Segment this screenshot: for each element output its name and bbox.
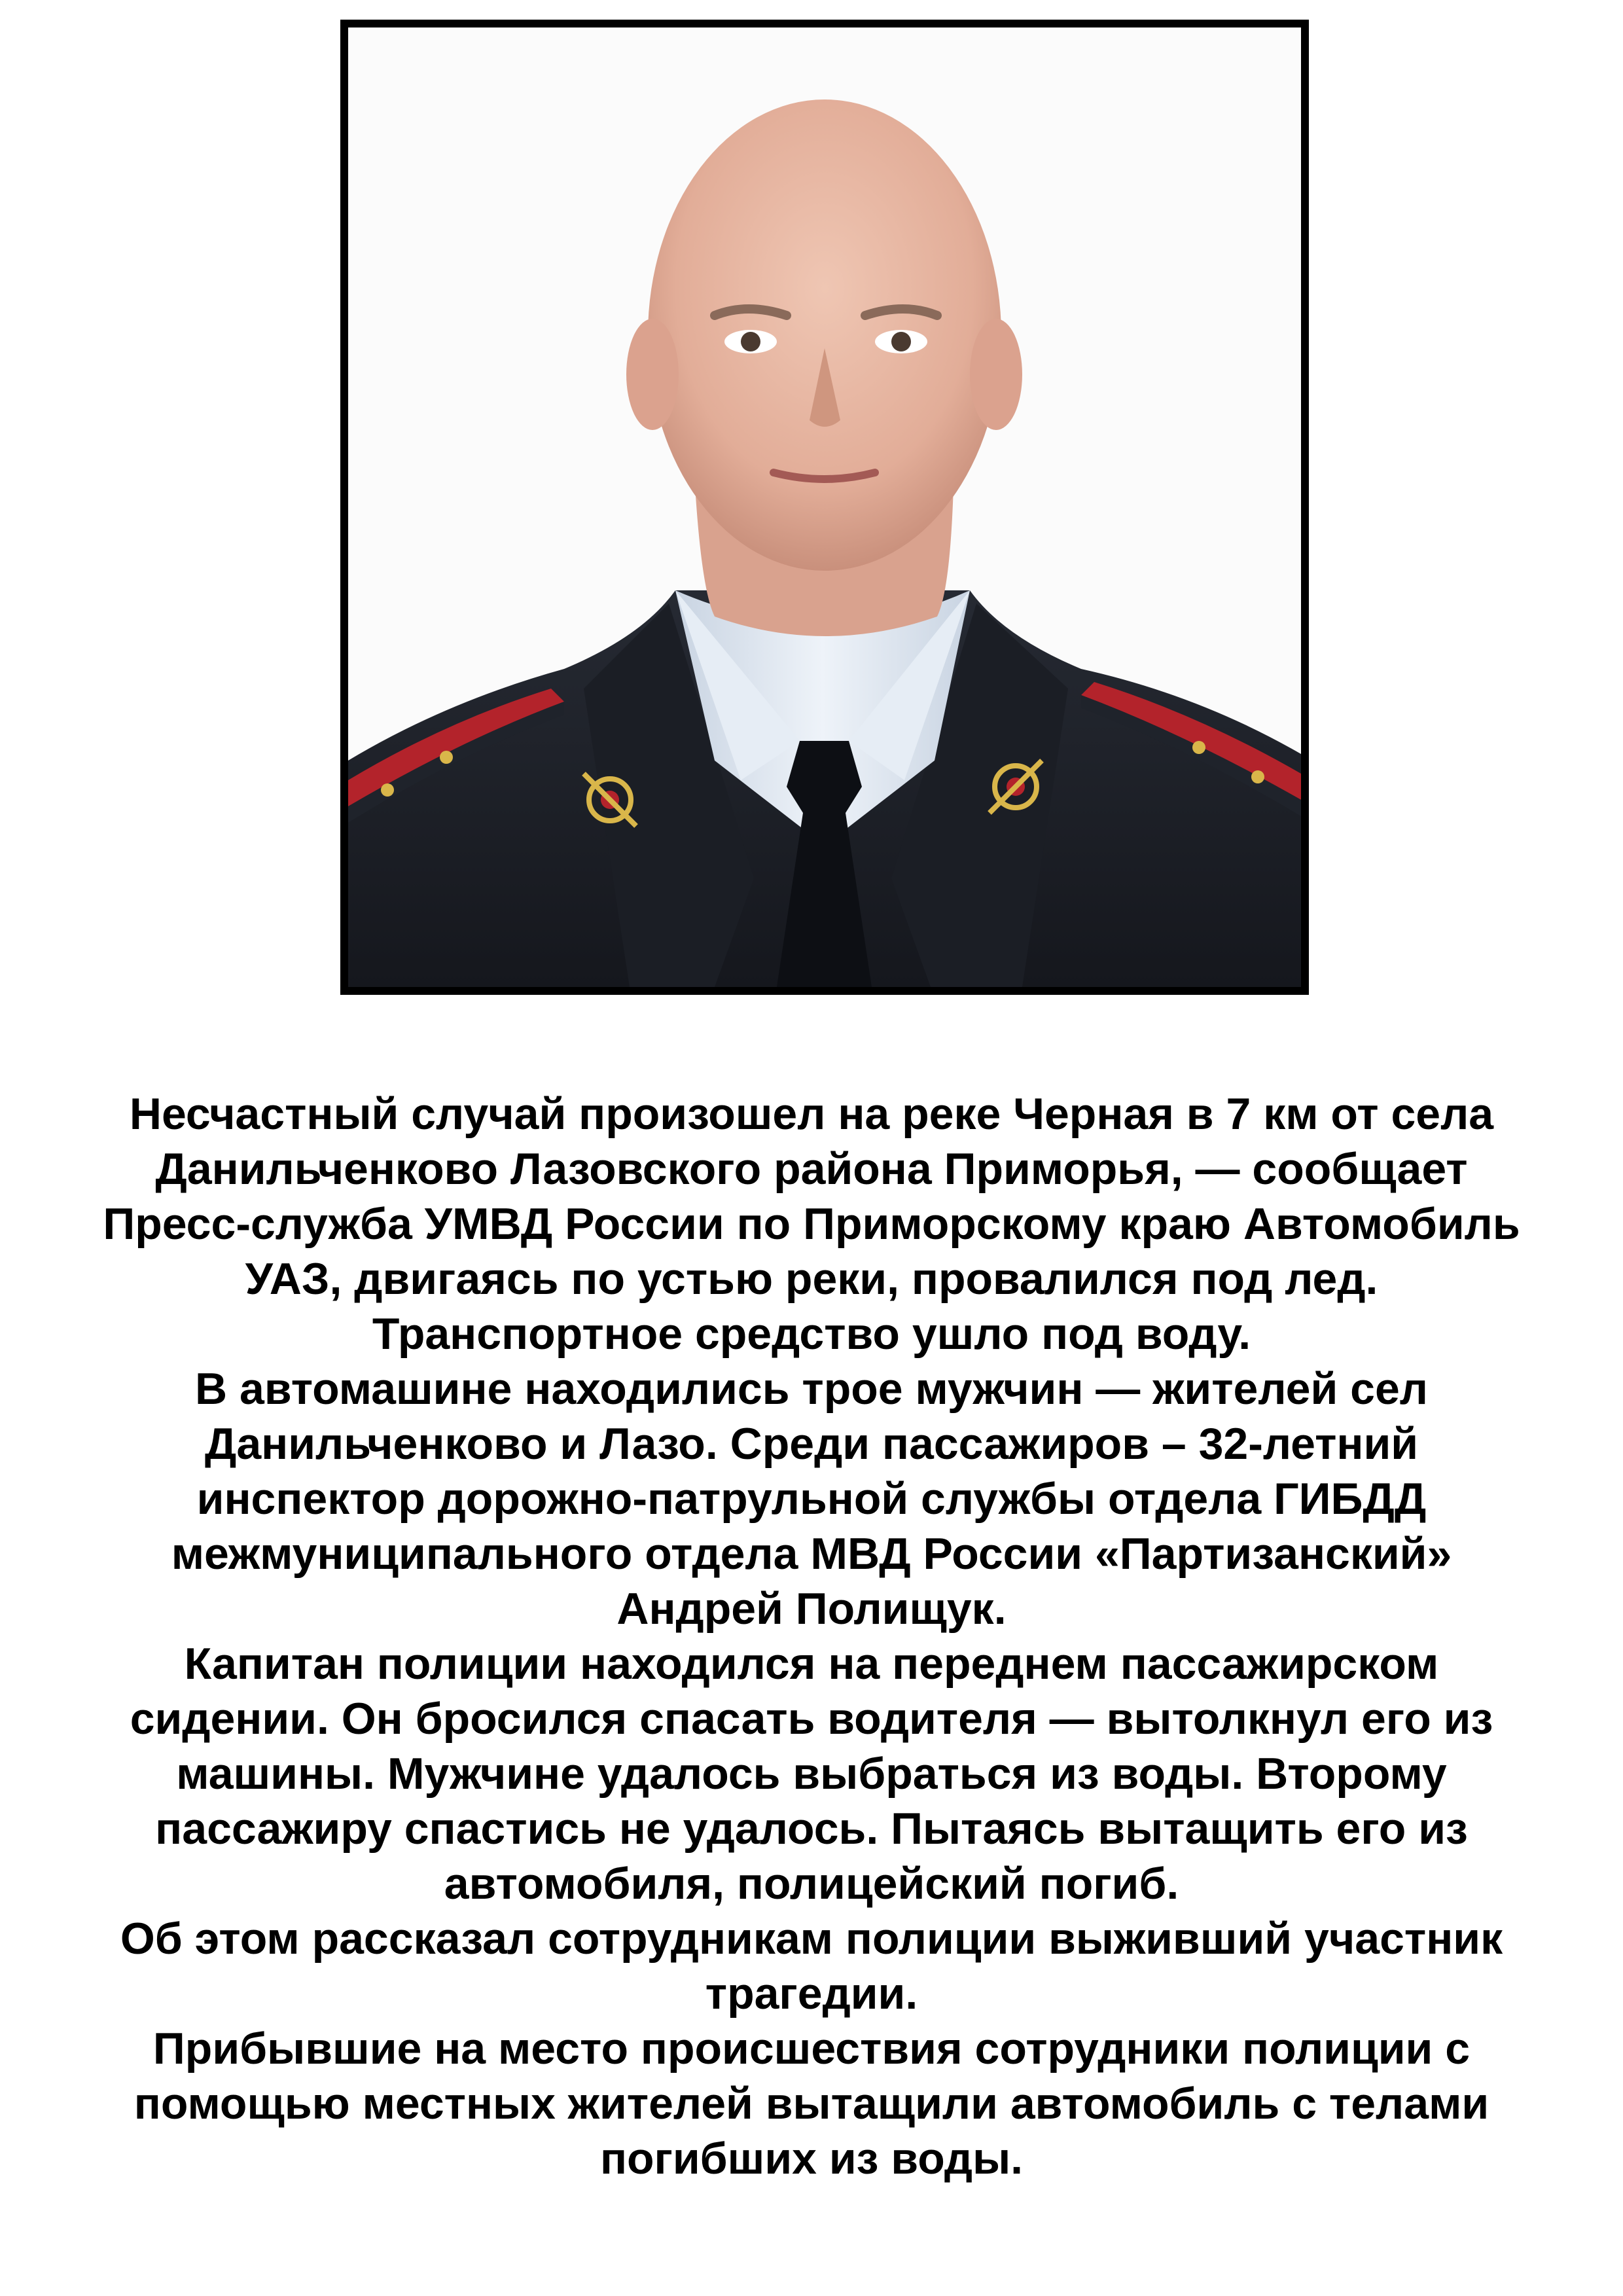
head bbox=[648, 99, 1001, 571]
paragraph-rescue: Капитан полиции находился на переднем пассажирском сидении. Он бросился спасать водителя — вытолкнул его из машины. Мужчине удалось выбраться из воды. Второму пассажиру спастись не удалось. Пытаясь вытащить его из автомобиля, полицейский погиб. bbox=[130, 1639, 1493, 1909]
right-ear bbox=[970, 319, 1022, 430]
article-text bbox=[92, 1086, 1531, 2186]
officer-portrait-photo bbox=[348, 27, 1301, 987]
paragraph-recovery: Прибывшие на место происшествия сотрудники полиции с помощью местных жителей вытащили автомобиль с телами погибших из воды. bbox=[134, 2024, 1489, 2183]
left-ear bbox=[626, 319, 679, 430]
paragraph-accident: Несчастный случай произошел на реке Черная в 7 км от села Данильченково Лазовского района Приморья, — сообщает Пресс-служба УМВД России по Приморскому краю Автомобиль УАЗ, двигаясь по устью реки, провалился под лед. Транспортное средство ушло под воду. bbox=[103, 1089, 1520, 1359]
paragraph-passengers: В автомашине находились трое мужчин — жителей сел Данильченково и Лазо. Среди пассажиров – 32-летний инспектор дорожно-патрульной службы отдела ГИБДД межмуниципального отдела МВД России «Партизанский» Андрей Полищук. bbox=[171, 1364, 1452, 1634]
memorial-photo-frame bbox=[340, 20, 1309, 995]
paragraph-witness: Об этом рассказал сотрудникам полиции выживший участник трагедии. bbox=[120, 1914, 1503, 2018]
